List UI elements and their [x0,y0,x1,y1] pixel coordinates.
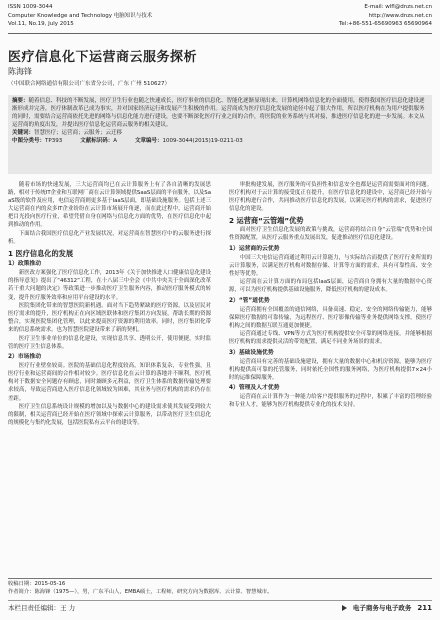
email-line: E-mail: wlfl@dnzs.net.cn [364,4,432,10]
phone-line: Tel:+86-551-65690963 65690964 [338,21,432,27]
issn-line: ISSN 1009-3044 [8,4,53,10]
body-paragraph: 运营商在云计算作为一种能力给客户提供服务的过程中，积累了丰富的管理经验和专业人才，能够为医疗机构提供专业化的技术支持。 [229,393,432,408]
clc-number: 中图分类号：TP393 [12,138,63,144]
body-column-left [8,181,211,574]
subsection-heading: 2）“管”道优势 [229,297,270,304]
section-heading: 2 运营商“云管端”优势 [229,216,304,226]
body-paragraph: 运营商在云计算方面的布局包括IaaS层面，运营商自身拥有大量的数据中心资源，可以为医疗机构提供基础设施服务，降低医疗机构的建设成本。 [229,279,432,294]
page-header [8,0,432,34]
subsection-heading: 1）运营商的云优势 [229,245,280,252]
body-paragraph: 运营商通过专线、VPN等方式为医疗机构提供安全可靠的网络连接，并能够根据医疗机构的需求提供灵活的带宽配置，满足不同业务场景的需求。 [229,331,432,346]
abstract-text: 随着信息、科技的不断发展，医疗卫生行业也随之快速成长，医疗事业的信息化、智能化逐渐显现出来。计算机网络信息化的全面使用，使得我国医疗信息化建设逐渐形成并完善，医疗体制改革已成为事实，并对国家经济运行和发展产生积极的作用。运营商成为医疗信息化发展的途径中起了很大作用，所以医疗机构在为用户提供服务的同时，需要结合运营商依托先进的网络与信息化能力进行建设，也要不断深化医疗行业之间的合作，将医院的业务系统与其对接，推进医疗信息化的进一步发展。本文从运营商的角度出发，并提出医疗信息化运营商云服务的相关建议。 [12,98,425,128]
subsection-heading: 2）市场推动 [8,354,42,361]
volume-line: Vol.11, No.19, July 2015 [8,21,74,27]
body-paragraph: 审批构建发展，医疗服务的可负担性和信息安全也都是运营商需要面对的问题。医疗机构对于云计算的接受度正在提升，在医疗信息化的建设中，运营商已经开始与医疗机构进行合作，共同推动医疗信息化的发展，以满足医疗机构的需求，促进医疗信息化的建设。 [229,182,432,213]
body-paragraph: 医疗行业壁垒较高。医院的基础信息化程度较高，知识体系复杂，专业性强，且医疗行业和运营商间的合作相对较少。医疗信息化在云计算的落地并不顺利，医疗机构对于数据安全问题存有顾虑，同时兼顾多元利益，医疗卫生体系的数据传输处理要求较高，导致运营商进入医疗信息化领域较为困难，其业务与医疗机构的需求仍存在差距。 [8,363,211,402]
keywords-line [12,129,428,137]
body-paragraph: 随着市场的快速发展，三大运营商均已在云计算服务上有了各自清晰的发展思路，相对于传统IT企业和互联网厂商在云计算领域提供SaaS层面的平台服务，以及SaaS级的软件及应用，电信运营商则更多基于IaaS层面，即基础设施服务。包括上述三大运营商在内的众多IT企业纷纷在云计算市场展开角逐，而在此过程中，运营商开始把目光投向医疗行业，希望凭借自身在网络与信息化方面的优势，在医疗信息化中起到推动的作用。 [8,182,211,229]
editor-credit: 本栏目责任编辑：王 力 [8,604,76,612]
article-title: 医疗信息化下运营商云服务探析 [8,50,198,65]
subsection-heading: 4）管理及人才优势 [229,384,280,391]
footnote [8,578,432,596]
body-paragraph: 医疗卫生事业单位的信息化建设，实现信息共享、透明公开，使用便捷，实时监管的医疗卫生信息体系。 [8,336,211,351]
journal-name-line: Computer Knowledge and Technology 电脑知识与技术 [8,12,153,19]
section-heading: 1 医疗信息化的发展 [8,249,74,259]
abstract-label: 摘要： [12,98,29,104]
abstract-paragraph [12,97,428,129]
website-line: http://www.dnzs.net.cn [368,12,432,19]
article-number: 文章编号：1009-3044(2015)19-0211-03 [134,138,243,144]
author-bio: 作者简介：陈海锋（1975—），男，广东平山人，EMBA硕士，工程师，研究方向为数据库、云计算、智慧城市。 [8,588,273,595]
body-paragraph: 医院集团化带来的智慧医院新机遇。面对当下趋势紧缺的医疗资源，以及居民对医疗需求的提升，医疗机构正在向区域医联体和医疗集团方向发展，帮助长期的资源整合，实现医院集团化管理，以此来提高医疗资源的利用效率。同时，医疗集团化带来的信息系统需求，也为智慧医院建设带来了新的契机。 [8,303,211,334]
received-date: 收稿日期：2015-05-16 [8,581,66,587]
body-paragraph: 运营商拥有全国覆盖的通信网络，具备高速、稳定、安全的网络传输能力，能够保障医疗数据的可靠传输，为远程医疗、医疗影像传输等业务提供网络支撑，使医疗机构之间的数据互联互通更加便捷。 [229,306,432,329]
keywords-text: 智慧医疗；运营商；云服务；云迁移 [34,130,123,136]
body-paragraph: 医疗卫生信息系统设计规模的增加以及与数据中心的建设需求使其发展受到较大的限制，相关运营商已经开始在医疗领域中探索云计算服务，以带动医疗卫生信息化的规模化与集约化发展，包括医院私有云平台的建设等。 [8,404,211,427]
body-paragraph: 面对医疗卫生信息化发展的政策与挑战，运营商将结合自身“云管端”优势和全国性资源配置，从医疗云服务重点发展出发，促进推动医疗信息化建设。 [229,227,432,242]
header-left [8,3,152,29]
body-paragraph: 中国三大电信运营商通过利用云计算能力，与实际结合而提供了医疗行业所需的云计算服务，以满足医疗机构对数据存储、计算等方面的需求，具有可靠性高、安全性好等优势。 [229,254,432,277]
classification-line [12,137,428,145]
body-paragraph: 新医改方案强化了医疗信息化工作，2013年《关于加快推进人口健康信息化建设的指导意见》提出了“46312”工程，在十八届三中全会《中共中央关于全面深化改革若干重大问题的决定》等政策进一步推动医疗卫生服务内容，推动医疗服务模式的转变，提升医疗服务效率和应用平台建设的水平。 [8,270,211,301]
body-paragraph: 运营商具有完善的基础设施建设，拥有大量的数据中心和机房资源，能够为医疗机构提供高可靠的托管服务，同时依托全国性的服务网络，为医疗机构提供7×24小时的运维保障服务。 [229,358,432,381]
page-number: 211 [417,604,432,612]
subsection-heading: 3）基础设施优势 [229,349,274,356]
document-code: 文献标识码：A [80,138,117,144]
body-column-right [229,181,432,574]
abstract-box [8,95,432,174]
body-paragraph: 下面结合我国医疗信息化产业发展状况，对运营商在智慧医疗中的云服务进行探析。 [8,231,211,246]
article-author: 陈海锋 [8,67,32,76]
subsection-heading: 1）政策推动 [8,261,42,268]
header-right [339,3,432,29]
page-footer [8,600,432,615]
footer-right [342,601,432,615]
section-name: 电子商务与电子政务 [352,604,412,612]
author-affiliation: （中国联合网络通信有限公司广东省分公司，广东 广州 510627） [8,81,170,87]
keywords-label: 关键词： [12,130,35,136]
arrow-icon [342,605,347,611]
